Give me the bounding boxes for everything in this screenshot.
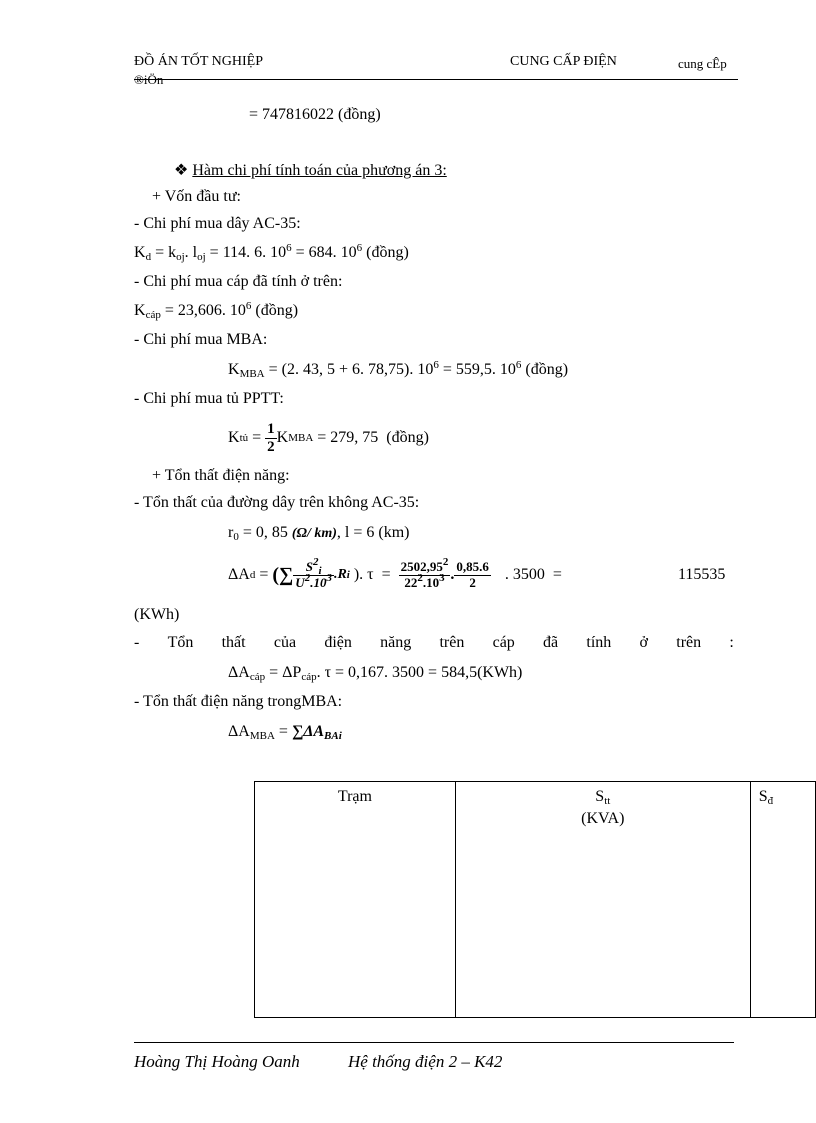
footer-class: Hệ thống điện 2 – K42 — [348, 1052, 503, 1071]
result-line: = 747816022 (đồng) — [249, 106, 381, 123]
kwh-unit: (KWh) — [134, 606, 180, 623]
section-heading-text: Hàm chi phí tính toán của phương án 3: — [192, 162, 447, 179]
line-loss-label: - Tổn thất của đường dây trên không AC-35: — [134, 494, 420, 511]
table-row — [255, 782, 816, 1018]
header-rule — [134, 79, 738, 80]
footer-author: Hoàng Thị Hoàng Oanh — [134, 1052, 300, 1071]
col-sdm: $S_đ$ — [750, 782, 815, 1018]
col-tram: Trạm — [255, 782, 456, 1018]
header-right: cung cÊp — [678, 56, 727, 71]
section-heading — [174, 160, 447, 180]
cabinet-label: - Chi phí mua tủ PPTT: — [134, 390, 284, 407]
dacap-formula: $\Delta A_{cáp} = \Delta P_{cáp}$. τ = 0,167. 3500 = 584,5(KWh) — [228, 664, 523, 683]
kcap-formula: $K_{cáp} = 23,606$. $10^6$ (đồng) — [134, 300, 299, 321]
header-under: ®iÖn — [134, 72, 164, 87]
diamond-bullet-icon: ❖ — [174, 162, 189, 179]
da-formula: ΔA d = (∑ $\frac{S^2_i}{U^2.10^3}$ .R i ). τ = $\frac{2502,95^2}{22^2.10^3}$ . $\frac{0,85.6}{2}$ . 3500 = — [228, 556, 562, 590]
footer-rule — [134, 1042, 734, 1043]
loss-title: + Tổn thất điện năng: — [152, 467, 290, 484]
invest-title: + Vốn đầu tư: — [152, 188, 241, 205]
damba-formula: $\Delta A_{MBA} = \sum\Delta A_{BAi}$ — [228, 723, 342, 742]
cable-label: - Chi phí mua cáp đã tính ở trên: — [134, 273, 343, 290]
header-left: ĐỒ ÁN TỐT NGHIỆP — [134, 54, 263, 69]
wire-label: - Chi phí mua dây AC-35: — [134, 215, 301, 232]
col-stt: $S_{tt}$ (KVA) — [455, 782, 750, 1018]
header-center: CUNG CẤP ĐIỆN — [510, 54, 617, 69]
mba-label: - Chi phí mua MBA: — [134, 331, 268, 348]
r0-formula: $r_0 = 0$, 85 (Ω/ km), l = 6 (km) — [228, 524, 410, 543]
cable-loss-line: - Tổn thất của điện năng trên cáp đã tính ở trên : — [134, 634, 734, 651]
kd-formula: $K_d = k_{oj}$. $l_{oj} = 114$. 6. $10^6 = 684$. $10^6$ (đồng) — [134, 242, 409, 263]
mba-loss-label: - Tổn thất điện năng trongMBA: — [134, 693, 343, 710]
da-result: 115535 — [678, 566, 726, 583]
ktu-formula: K tủ = $\frac{1}{2}$ K MBA = 279, 75 (đồng) — [228, 421, 429, 455]
kmba-formula: $K_{MBA} = (2$. 43, 5 + 6. 78,75). $10^6 = 559,5$. $10^6$ (đồng) — [228, 359, 569, 380]
substation-table — [254, 781, 816, 1018]
